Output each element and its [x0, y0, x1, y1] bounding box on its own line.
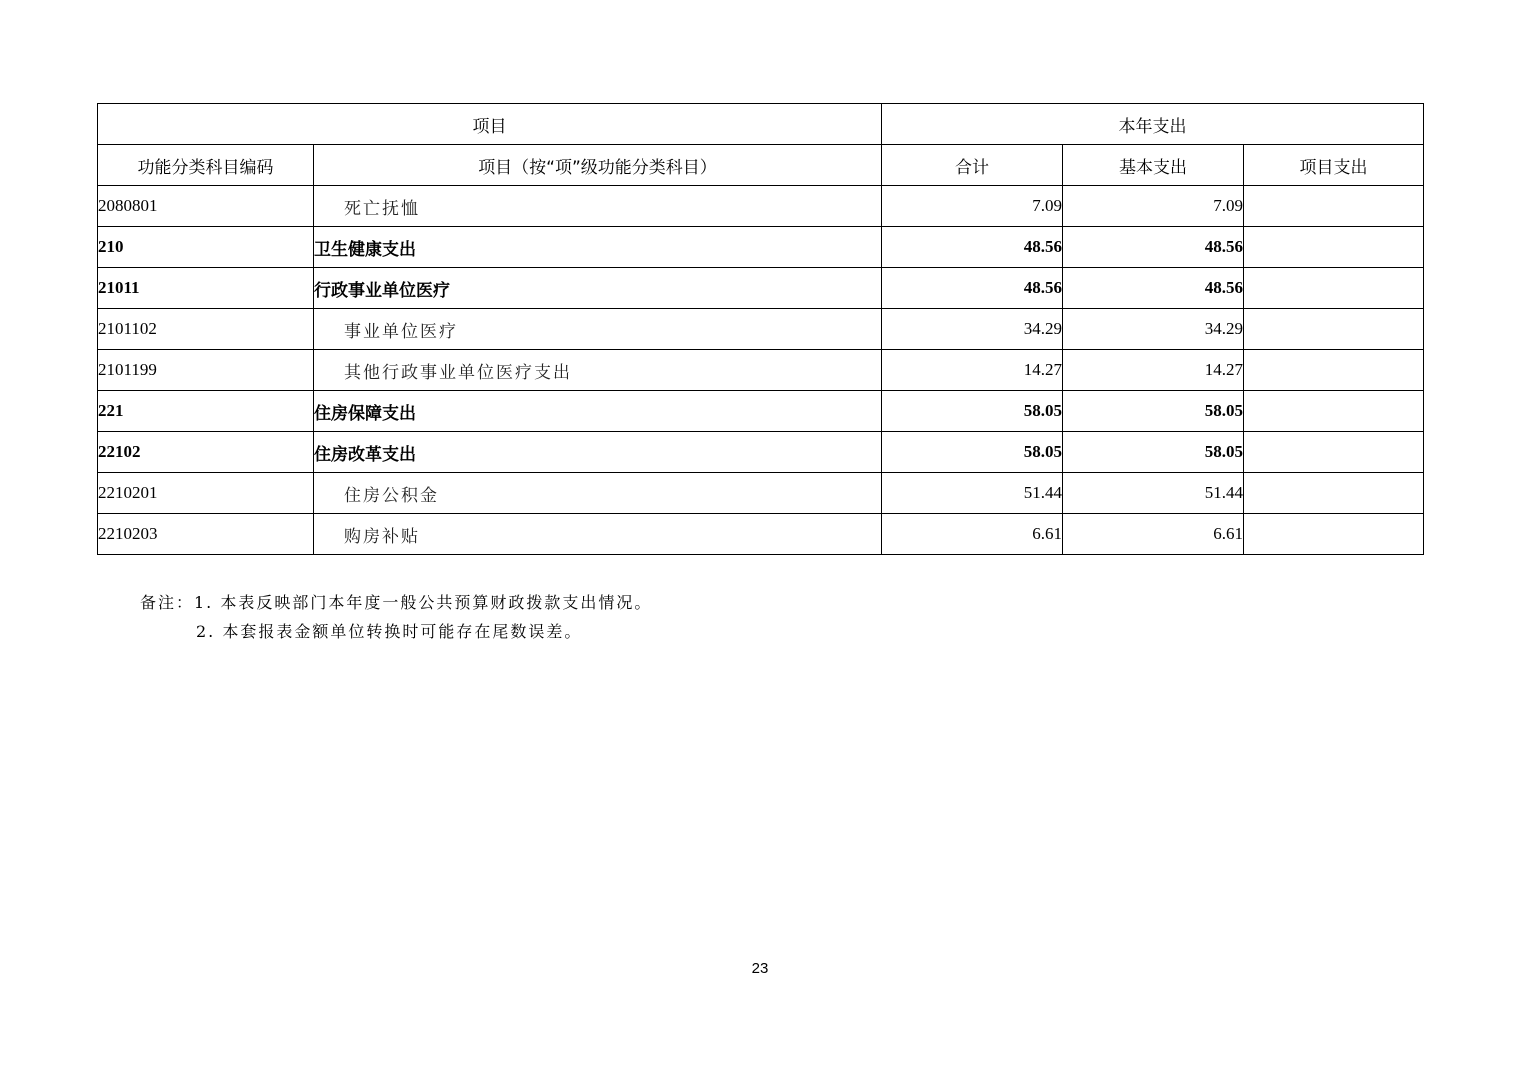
row-total: 7.09 — [882, 186, 1063, 227]
header-code: 功能分类科目编码 — [98, 145, 314, 186]
row-project — [1244, 473, 1424, 514]
row-basic: 14.27 — [1063, 350, 1244, 391]
row-basic: 48.56 — [1063, 268, 1244, 309]
row-code: 2080801 — [98, 186, 314, 227]
row-code: 21011 — [98, 268, 314, 309]
header-total: 合计 — [882, 145, 1063, 186]
expense-table — [97, 103, 1424, 555]
row-total: 51.44 — [882, 473, 1063, 514]
row-basic: 6.61 — [1063, 514, 1244, 555]
row-total: 34.29 — [882, 309, 1063, 350]
row-project — [1244, 432, 1424, 473]
row-name: 住房改革支出 — [314, 432, 882, 473]
row-total: 14.27 — [882, 350, 1063, 391]
row-name: 住房保障支出 — [314, 391, 882, 432]
header-current-year-expense: 本年支出 — [882, 104, 1424, 145]
row-project — [1244, 227, 1424, 268]
row-name: 卫生健康支出 — [314, 227, 882, 268]
note-line-2: 2. 本套报表金额单位转换时可能存在尾数误差。 — [196, 622, 583, 641]
row-total: 48.56 — [882, 227, 1063, 268]
row-project — [1244, 186, 1424, 227]
page-number: 23 — [751, 960, 769, 977]
row-name: 事业单位医疗 — [314, 309, 882, 350]
row-name: 死亡抚恤 — [314, 186, 882, 227]
row-code: 221 — [98, 391, 314, 432]
table-row — [98, 309, 1424, 350]
row-code: 22102 — [98, 432, 314, 473]
row-code: 2101199 — [98, 350, 314, 391]
row-basic: 34.29 — [1063, 309, 1244, 350]
header-project: 项目 — [98, 104, 882, 145]
row-name: 住房公积金 — [314, 473, 882, 514]
table-row — [98, 268, 1424, 309]
row-basic: 7.09 — [1063, 186, 1244, 227]
row-total: 48.56 — [882, 268, 1063, 309]
row-basic: 51.44 — [1063, 473, 1244, 514]
table-row — [98, 350, 1424, 391]
table-row — [98, 432, 1424, 473]
table-row — [98, 473, 1424, 514]
row-project — [1244, 391, 1424, 432]
row-basic: 58.05 — [1063, 432, 1244, 473]
row-project — [1244, 350, 1424, 391]
table-row — [98, 186, 1424, 227]
row-code: 210 — [98, 227, 314, 268]
row-code: 2210201 — [98, 473, 314, 514]
row-name: 行政事业单位医疗 — [314, 268, 882, 309]
row-name: 其他行政事业单位医疗支出 — [314, 350, 882, 391]
header-item: 项目（按“项”级功能分类科目） — [314, 145, 882, 186]
header-basic: 基本支出 — [1063, 145, 1244, 186]
header-project-expense: 项目支出 — [1244, 145, 1424, 186]
row-project — [1244, 268, 1424, 309]
row-code: 2101102 — [98, 309, 314, 350]
row-total: 6.61 — [882, 514, 1063, 555]
row-basic: 58.05 — [1063, 391, 1244, 432]
row-name: 购房补贴 — [314, 514, 882, 555]
table-row — [98, 514, 1424, 555]
row-total: 58.05 — [882, 391, 1063, 432]
row-total: 58.05 — [882, 432, 1063, 473]
row-project — [1244, 514, 1424, 555]
row-basic: 48.56 — [1063, 227, 1244, 268]
note-line-1: 备注：1. 本表反映部门本年度一般公共预算财政拨款支出情况。 — [140, 593, 653, 612]
table-row — [98, 227, 1424, 268]
row-project — [1244, 309, 1424, 350]
notes — [140, 588, 652, 646]
row-code: 2210203 — [98, 514, 314, 555]
table-row — [98, 391, 1424, 432]
